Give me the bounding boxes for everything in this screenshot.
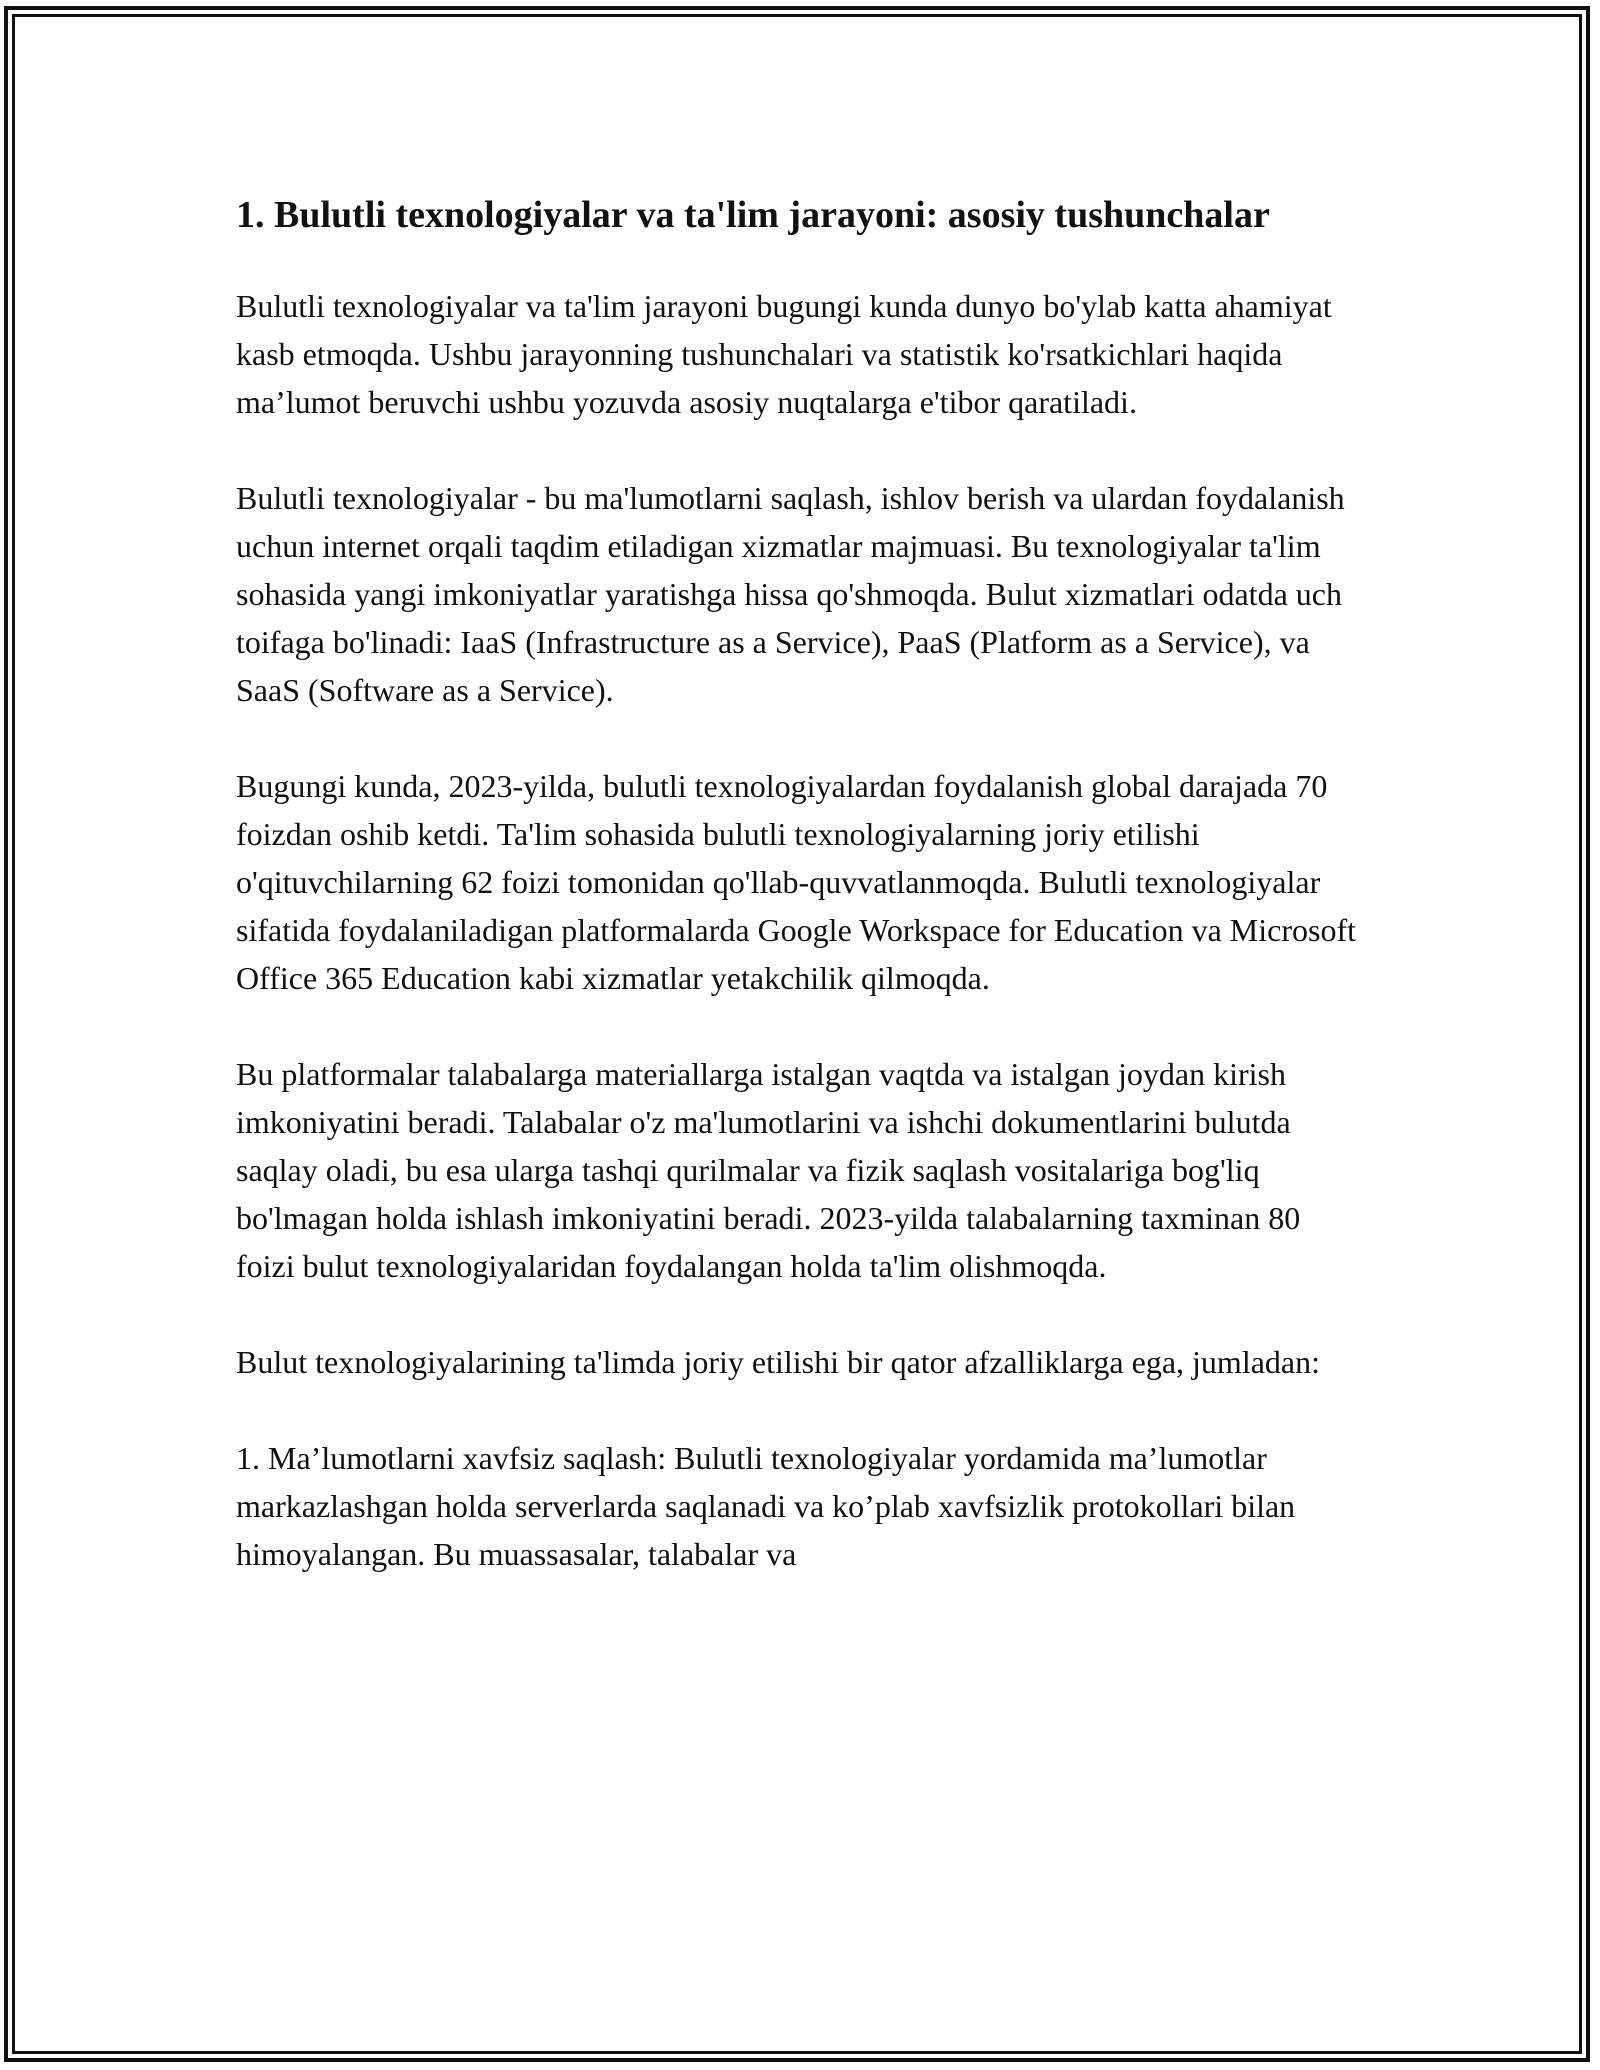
paragraph-definition: Bulutli texnologiyalar - bu ma'lumotlarni saqlash, ishlov berish va ulardan foydalanish uchun internet orqali taqdim etiladigan xizmatlar majmuasi. Bu texnologiyalar ta'lim sohasida yangi imkoniyatlar yaratishga hissa qo'shmoqda. Bulut xizmatlari odatda uch toifaga bo'linadi: IaaS (Infrastructure as a Service), PaaS (Platform as a Service), va SaaS (Software as a Service).: [236, 480, 1345, 708]
document-body: [236, 188, 1360, 1578]
list-item-data-security: 1. Ma’lumotlarni xavfsiz saqlash: Bulutli texnologiyalar yordamida ma’lumotlar markazlashgan holda serverlarda saqlanadi va ko’plab xavfsizlik protokollari bilan himoyalangan. Bu muassasalar, talabalar va: [236, 1440, 1296, 1572]
paragraph-advantages-intro: Bulut texnologiyalarining ta'limda joriy etilishi bir qator afzalliklarga ega, jumladan:: [236, 1344, 1320, 1380]
paragraph-platforms: Bu platformalar talabalarga materiallarga istalgan vaqtda va istalgan joydan kirish imkoniyatini beradi. Talabalar o'z ma'lumotlarini va ishchi dokumentlarini bulutda saqlay oladi, bu esa ularga tashqi qurilmalar va fizik saqlash vositalariga bog'liq bo'lmagan holda ishlash imkoniyatini beradi. 2023-yilda talabalarning taxminan 80 foizi bulut texnologiyalaridan foydalangan holda ta'lim olishmoqda.: [236, 1056, 1301, 1284]
paragraph-intro: Bulutli texnologiyalar va ta'lim jarayoni bugungi kunda dunyo bo'ylab katta ahamiyat kasb etmoqda. Ushbu jarayonning tushunchalari va statistik ko'rsatkichlari haqida ma’lumot beruvchi ushbu yozuvda asosiy nuqtalarga e'tibor qaratiladi.: [236, 288, 1332, 420]
section-heading: 1. Bulutli texnologiyalar va ta'lim jarayoni: asosiy tushunchalar: [236, 194, 1270, 236]
paragraph-statistics: Bugungi kunda, 2023-yilda, bulutli texnologiyalardan foydalanish global darajada 70 foizdan oshib ketdi. Ta'lim sohasida bulutli texnologiyalarning joriy etilishi o'qituvchilarning 62 foizi tomonidan qo'llab-quvvatlanmoqda. Bulutli texnologiyalar sifatida foydalaniladigan platformalarda Google Workspace for Education va Microsoft Office 365 Education kabi xizmatlar yetakchilik qilmoqda.: [236, 768, 1356, 996]
